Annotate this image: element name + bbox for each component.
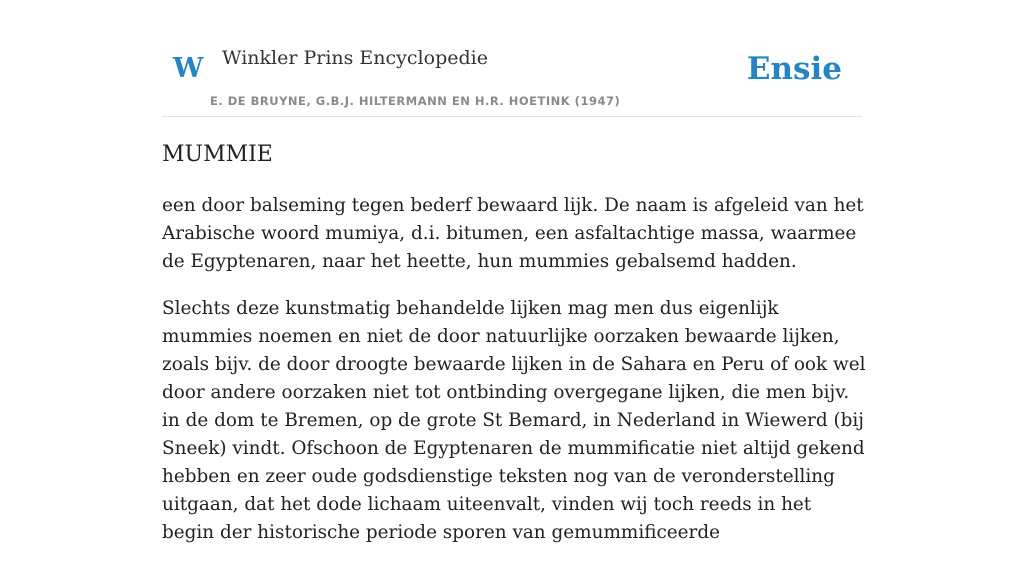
paragraph-1: een door balseming tegen bederf bewaard lijk. De naam is afgeleid van het Arabische woord mumiya, d.i. bitumen, een asfaltachtige massa, waarmee de Egyptenaren, naar het heette, hun mummies gebalsemd hadden. [162,195,864,272]
site-title[interactable]: Winkler Prins Encyclopedie [222,47,488,69]
site-logo-icon[interactable]: W [173,53,204,84]
header [162,0,862,117]
paragraph-2: Slechts deze kunstmatig behandelde lijken mag men dus eigenlijk mummies noemen en niet de door natuurlijke oorzaken bewaarde lijken, zoals bijv. de door droogte bewaarde lijken in de Sahara en Peru of ook wel door andere oorzaken niet tot ontbinding overgegane lijken, die men bijv. in de dom te Bremen, op de grote St Bemard, in Nederland in Wiewerd (bij Sneek) vindt. Ofschoon de Egyptenaren de mummificatie niet altijd gekend hebben en zeer oude godsdienstige teksten nog van de veronderstelling uitgaan, dat het dode lichaam uiteenvalt, vinden wij toch reeds in het begin der historische periode sporen van gemummificeerde [162,298,866,543]
page [162,0,866,543]
entry-title: MUMMIE [162,142,273,167]
ensie-brand-logo[interactable]: Ensie [746,51,842,87]
source-authors: E. DE BRUYNE, G.B.J. HILTERMANN EN H.R. HOETINK (1947) [210,94,621,108]
entry-content [162,192,866,566]
